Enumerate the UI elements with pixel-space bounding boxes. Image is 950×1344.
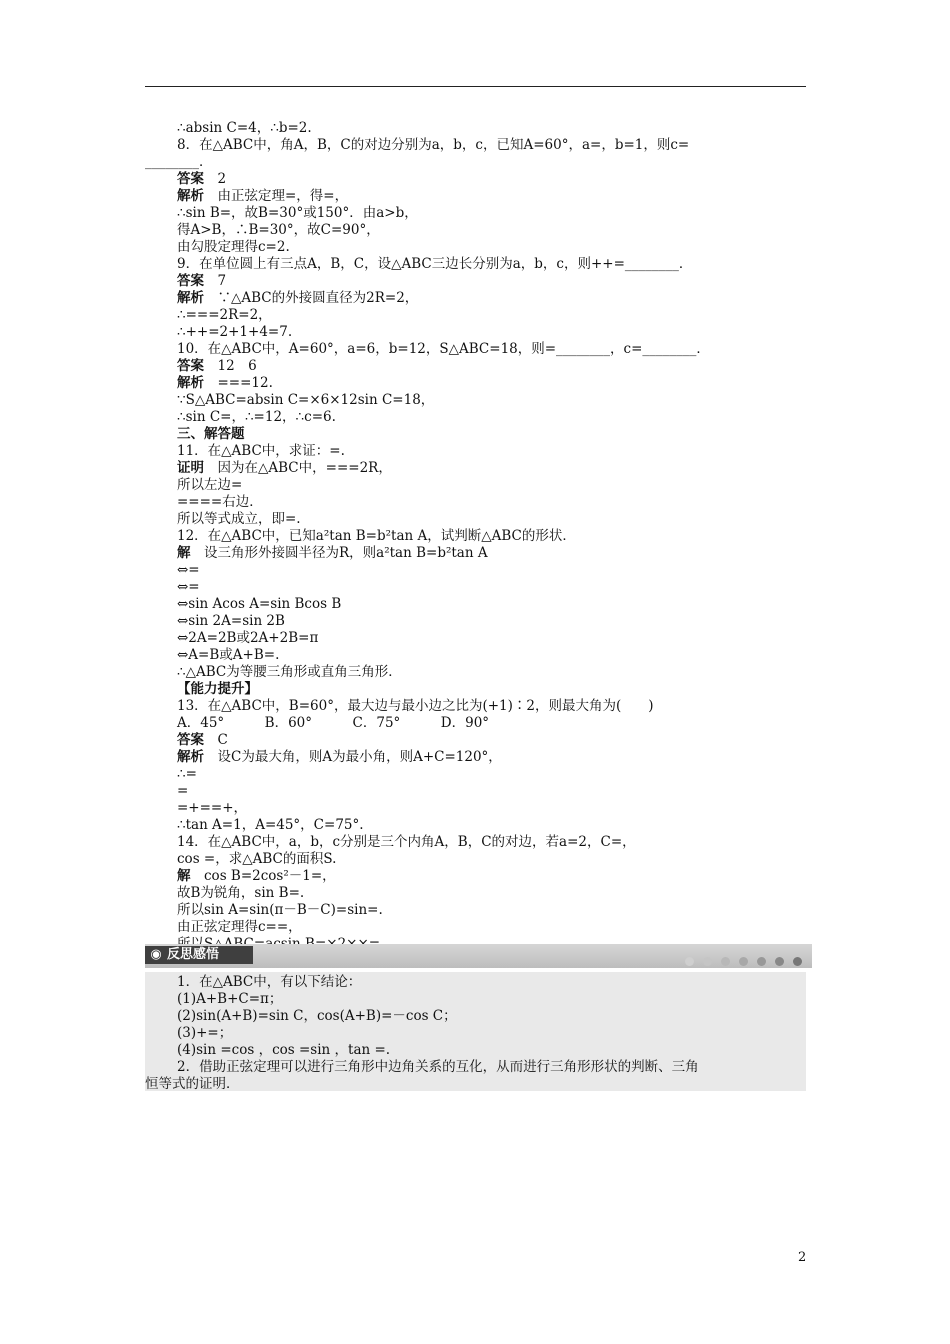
- text-line: ∴tan A=1，A=45°，C=75°.: [177, 817, 364, 833]
- decorative-dots: [676, 951, 802, 970]
- text-line: ∴△ABC为等腰三角形或直角三角形．: [177, 664, 402, 680]
- reflect-title: 反思感悟: [167, 947, 220, 962]
- text-line: ⇔=: [177, 562, 200, 578]
- text-line: 解析 设C为最大角，则A为最小角，则A+C=120°，: [177, 749, 502, 765]
- dot-icon: [685, 957, 694, 966]
- text-line: 解析 ∵△ABC的外接圆直径为2R=2，: [177, 290, 419, 306]
- text-line: 得A>B，∴B=30°，故C=90°，: [177, 222, 380, 238]
- text-line: 故B为锐角，sin B=.: [177, 885, 305, 901]
- text-line: ∴++=2+1+4=7.: [177, 324, 293, 340]
- text-line: 14．在△ABC中，a，b，c分别是三个内角A，B，C的对边，若a=2，C=，: [177, 834, 636, 850]
- text-line: cos =，求△ABC的面积S.: [177, 851, 337, 867]
- text-line: 所以左边=: [177, 477, 243, 493]
- reflect-line: (1)A+B+C=π；: [177, 991, 283, 1007]
- text-line: 证明 因为在△ABC中，===2R，: [177, 460, 392, 476]
- text-line: =: [177, 783, 189, 799]
- text-line: 13．在△ABC中，B=60°，最大边与最小边之比为(+1)∶2，则最大角为( ): [177, 698, 654, 714]
- text-line: 所以等式成立，即=.: [177, 511, 301, 527]
- text-line: ⇔sin 2A=sin 2B: [177, 613, 285, 629]
- text-line: 所以sin A=sin(π－B－C)=sin=.: [177, 902, 383, 918]
- text-line: ∴sin B=，故B=30°或150°．由a>b，: [177, 205, 418, 221]
- dot-icon: [775, 957, 784, 966]
- document-body: [145, 120, 806, 953]
- text-line: 由正弦定理得c==，: [177, 919, 302, 935]
- reflect-line: (3)+=；: [177, 1025, 233, 1041]
- text-line: ∵S△ABC=absin C=×6×12sin C=18，: [177, 392, 435, 408]
- text-line: 9．在单位圆上有三点A，B，C，设△ABC三边长分别为a，b，c，则++=________．: [177, 256, 693, 272]
- text-line: 答案 12 6: [177, 358, 257, 374]
- page-number: 2: [798, 1250, 807, 1265]
- text-line: ⇔A=B或A+B=.: [177, 647, 280, 663]
- reflect-tag: [145, 946, 253, 964]
- text-line: ∴absin C=4，∴b=2.: [177, 120, 312, 136]
- reflect-marker-icon: ◉: [150, 947, 162, 962]
- dot-icon: [721, 957, 730, 966]
- text-line: 11．在△ABC中，求证：=.: [177, 443, 345, 459]
- text-line: ⇔2A=2B或2A+2B=π: [177, 630, 319, 646]
- reflect-line: 1．在△ABC中，有以下结论：: [177, 974, 362, 990]
- reflect-line: (2)sin(A+B)=sin C，cos(A+B)=－cos C；: [177, 1008, 457, 1024]
- text-line: 12．在△ABC中，已知a²tan B=b²tan A，试判断△ABC的形状．: [177, 528, 576, 544]
- reflect-line: 2．借助正弦定理可以进行三角形中边角关系的互化，从而进行三角形形状的判断、三角: [177, 1059, 699, 1075]
- text-line: 【能力提升】: [177, 681, 258, 697]
- text-line: 答案 C: [177, 732, 228, 748]
- text-line: 解 设三角形外接圆半径为R，则a²tan B=b²tan A: [177, 545, 488, 561]
- text-line: 8．在△ABC中，角A，B，C的对边分别为a，b，c，已知A=60°，a=，b=1，则c=: [177, 137, 690, 153]
- text-line: ∴===2R=2，: [177, 307, 272, 323]
- text-line: A．45° B．60° C．75° D．90°: [177, 715, 490, 731]
- reflect-header-bar: [145, 944, 812, 968]
- reflect-line: 恒等式的证明．: [145, 1076, 240, 1092]
- dot-icon: [757, 957, 766, 966]
- text-line: 答案 2: [177, 171, 227, 187]
- reflect-line: (4)sin =cos ，cos =sin ，tan =.: [177, 1042, 391, 1058]
- text-line: 答案 7: [177, 273, 227, 289]
- text-line: 解析 由正弦定理=，得=，: [177, 188, 349, 204]
- text-line: ∴sin C=，∴=12，∴c=6.: [177, 409, 336, 425]
- dot-icon: [739, 957, 748, 966]
- text-line: 10．在△ABC中，A=60°，a=6，b=12，S△ABC=18，则=________，c=________．: [177, 341, 710, 357]
- reflect-box: [145, 972, 806, 1091]
- text-line: ⇔=: [177, 579, 200, 595]
- text-line: ________．: [145, 154, 213, 170]
- text-line: 解 cos B=2cos²－1=，: [177, 868, 336, 884]
- text-line: ∴=: [177, 766, 197, 782]
- text-line: 由勾股定理得c=2.: [177, 239, 290, 255]
- dot-icon: [703, 957, 712, 966]
- dot-icon: [793, 957, 802, 966]
- text-line: =+==+，: [177, 800, 248, 816]
- header-rule: [145, 86, 806, 87]
- text-line: 三、解答题: [177, 426, 245, 442]
- text-line: ⇔sin Acos A=sin Bcos B: [177, 596, 342, 612]
- text-line: 解析 ===12.: [177, 375, 273, 391]
- text-line: ====右边．: [177, 494, 263, 510]
